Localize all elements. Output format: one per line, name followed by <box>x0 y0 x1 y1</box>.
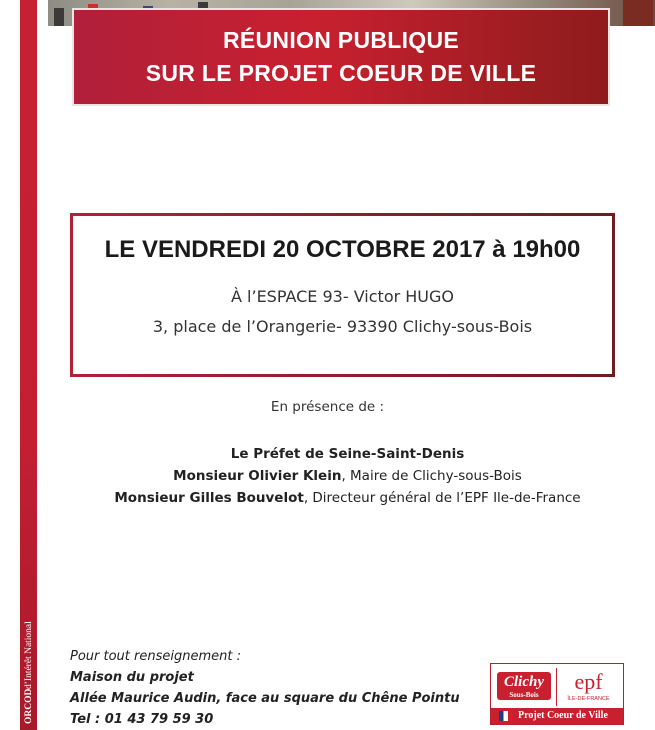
guest-item <box>40 465 655 487</box>
guest-item <box>40 443 655 465</box>
guest-name: Le Préfet de Seine-Saint-Denis <box>230 446 465 462</box>
photo-figure <box>623 0 653 26</box>
epf-logo <box>561 668 616 706</box>
sidebar-org: ORCOD <box>24 688 34 724</box>
contact-phone: Tel : 01 43 79 59 30 <box>70 712 214 727</box>
partner-logos <box>490 663 624 725</box>
photo-figure <box>54 8 64 26</box>
french-flag-icon <box>499 711 513 721</box>
contact-intro: Pour tout renseignement : <box>70 649 241 664</box>
banner-title-line1: RÉUNION PUBLIQUE <box>222 27 460 53</box>
event-details-box <box>70 213 615 377</box>
guest-item <box>40 487 655 509</box>
event-venue: À l’ESPACE 93- Victor HUGO <box>231 287 454 306</box>
logo-footer-band <box>491 708 623 724</box>
contact-info <box>70 646 460 730</box>
clichy-logo-sub: Sous-Bois <box>509 691 539 699</box>
guest-name: Monsieur Gilles Bouvelot <box>114 490 304 506</box>
guest-list <box>40 443 655 509</box>
event-date: LE VENDREDI 20 OCTOBRE 2017 à 19h00 <box>104 236 581 263</box>
contact-place: Maison du projet <box>70 670 194 685</box>
banner-title-line2: SUR LE PROJET COEUR DE VILLE <box>145 60 537 86</box>
epf-logo-text: epf <box>574 669 603 694</box>
clichy-logo-text: Clichy <box>504 674 544 690</box>
presence-label: En présence de : <box>270 399 385 415</box>
event-address: 3, place de l’Orangerie- 93390 Clichy-sous-Bois <box>152 317 533 336</box>
epf-logo-sub: ÎLE-DE-FRANCE <box>567 696 610 702</box>
sidebar-orcod-label <box>22 574 36 724</box>
guest-name: Monsieur Olivier Klein <box>173 468 342 484</box>
contact-address: Allée Maurice Audin, face au square du Chêne Pointu <box>70 691 460 706</box>
title-banner <box>72 8 610 106</box>
sidebar-org-suffix: d’Intérêt National <box>24 620 34 689</box>
guest-role: , Maire de Clichy-sous-Bois <box>341 468 522 484</box>
clichy-logo <box>497 672 551 700</box>
guest-role: , Directeur général de l’EPF Ile-de-France <box>303 490 581 506</box>
logo-footer-text: Projet Coeur de Ville <box>518 710 608 721</box>
logo-divider <box>556 668 557 706</box>
